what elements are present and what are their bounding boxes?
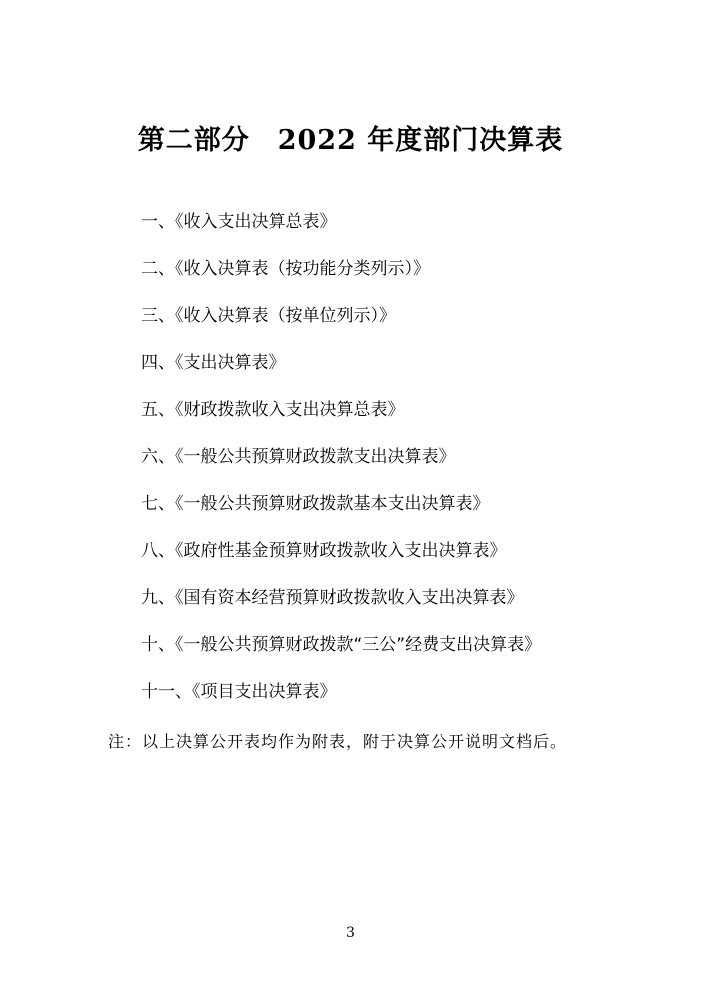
list-item: 四、《支出决算表》 [141,353,286,373]
list-item: 三、《收入决算表（按单位列示）》 [141,306,396,326]
page-title: 第二部分 2022 年度部门决算表 [137,125,564,156]
list-item: 九、《国有资本经营预算财政拨款收入支出决算表》 [141,588,524,608]
list-item: 二、《收入决算表（按功能分类列示）》 [141,259,430,279]
list-item: 六、《一般公共预算财政拨款支出决算表》 [141,447,456,467]
table-of-contents [141,208,541,725]
list-item: 一、《收入支出决算总表》 [141,212,337,232]
list-item: 五、《财政拨款收入支出决算总表》 [141,400,405,420]
footnote: 注：以上决算公开表均作为附表，附于决算公开说明文档后。 [108,732,568,751]
list-item: 八、《政府性基金预算财政拨款收入支出决算表》 [141,541,507,561]
page-number: 3 [346,925,355,941]
list-item: 十一、《项目支出决算表》 [141,682,337,702]
list-item: 十、《一般公共预算财政拨款“三公”经费支出决算表》 [141,635,542,655]
list-item: 七、《一般公共预算财政拨款基本支出决算表》 [141,494,490,514]
